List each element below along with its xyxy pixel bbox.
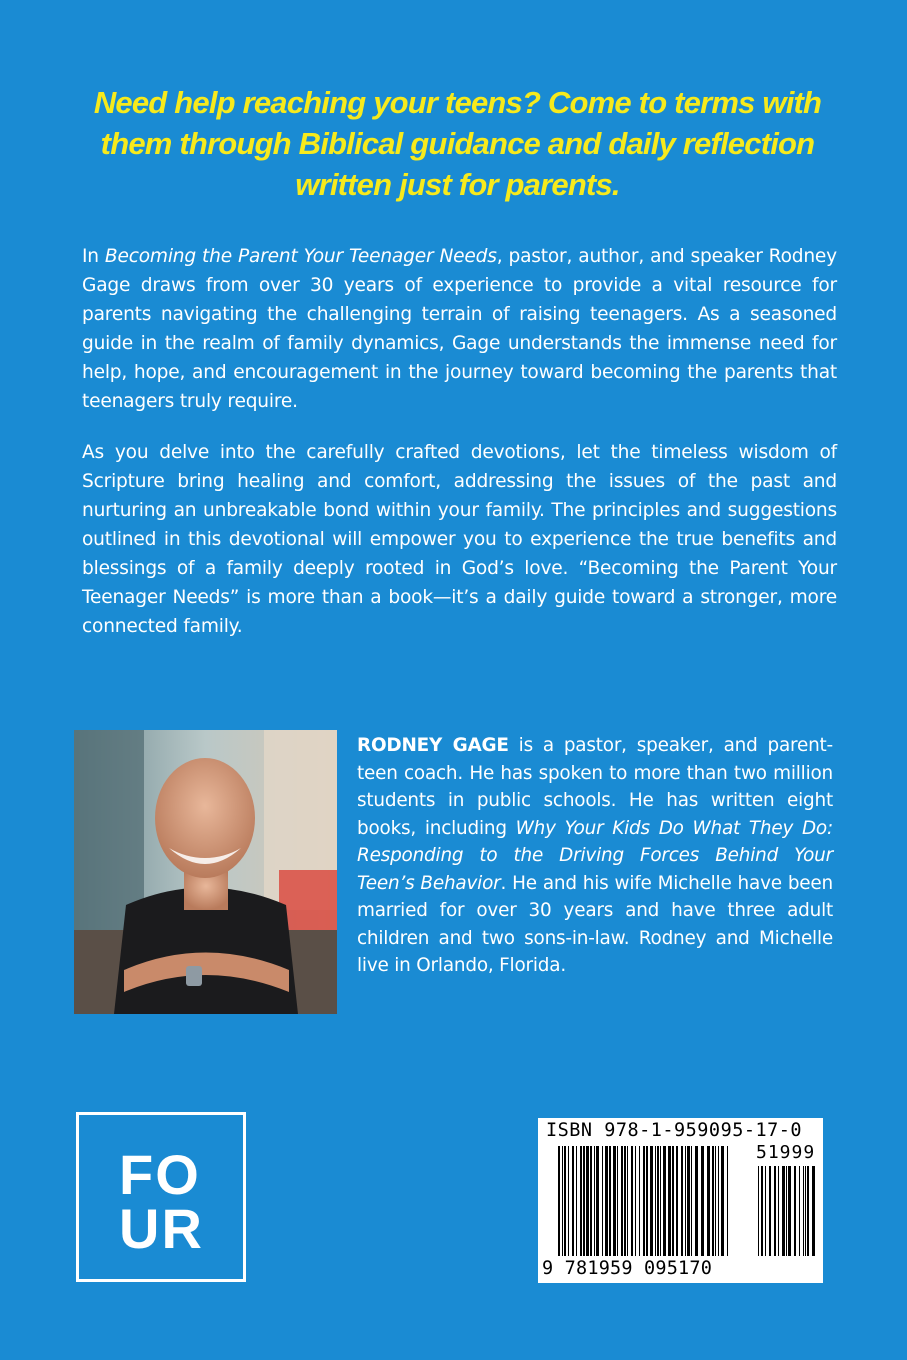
author-photo <box>74 730 337 1014</box>
barcode-bar <box>727 1146 728 1256</box>
description-paragraph-1 <box>82 242 837 416</box>
book-title: Becoming the Parent Your Teenager Needs <box>104 246 497 267</box>
barcode-bar <box>609 1146 611 1256</box>
barcode-bar <box>668 1146 671 1256</box>
barcode-bar <box>685 1146 686 1256</box>
barcode-bar <box>564 1146 566 1256</box>
barcode-bar <box>586 1146 589 1256</box>
barcode-bar <box>562 1146 563 1256</box>
barcode-bar <box>758 1166 759 1256</box>
barcode-bar <box>765 1166 766 1256</box>
barcode-bar <box>660 1146 661 1256</box>
barcode-bar <box>621 1146 623 1256</box>
barcode-bar <box>594 1146 595 1256</box>
headline: Need help reaching your teens? Come to terms with them through Biblical guidance and daily reflection written just for parents. <box>93 85 822 202</box>
barcode-bar <box>650 1146 653 1256</box>
barcode-bar <box>774 1166 776 1256</box>
barcode-bar <box>701 1146 704 1256</box>
barcode-bar <box>605 1146 608 1256</box>
barcode-bar <box>672 1146 674 1256</box>
barcode-bar <box>635 1146 636 1256</box>
barcode-bar <box>576 1146 577 1256</box>
barcode-bar <box>568 1146 569 1256</box>
author-name: RODNEY GAGE <box>357 735 509 756</box>
author-bio <box>357 732 833 980</box>
barcode-bar <box>718 1146 719 1256</box>
barcode-bar <box>596 1146 599 1256</box>
description-paragraph-2: As you delve into the carefully crafted devotions, let the timeless wisdom of Scripture bring healing and comfort, addressing the issues of the past and nurturing an unbreakable bond within your family. The principles and suggestions outlined in this devotional will empower you to experience the true benefits and blessings of a family deeply rooted in God’s love. “Becoming the Parent Your Teenager Needs” is more than a book—it’s a daily guide toward a stronger, more connected family. <box>82 442 837 637</box>
barcode-bar <box>663 1146 666 1256</box>
barcode-bar <box>807 1166 809 1256</box>
barcode-bar <box>812 1166 815 1256</box>
barcode-bar <box>639 1146 640 1256</box>
barcode-bar <box>695 1146 698 1256</box>
ean-number: 9 781959 095170 <box>542 1258 713 1279</box>
barcode-bar <box>803 1166 804 1256</box>
barcode-bar <box>707 1146 710 1256</box>
barcode-bar <box>558 1146 560 1256</box>
barcode-bar <box>761 1166 763 1256</box>
barcode-bar <box>627 1146 628 1256</box>
barcode-bar <box>721 1146 724 1256</box>
barcode-bar <box>631 1146 633 1256</box>
author-portrait-icon <box>74 730 337 1014</box>
barcode-bar <box>602 1146 603 1256</box>
barcode-bar <box>786 1166 787 1256</box>
barcode-bar <box>715 1146 716 1256</box>
barcode-bar <box>782 1166 785 1256</box>
barcode-bar <box>624 1146 626 1256</box>
barcode-bar <box>778 1166 779 1256</box>
bio-part-2: . He and his wife Michelle have been married for over 30 years and have three adult children and two sons-in-law. Rodney and Michelle live in Orlando, Florida. <box>357 872 833 976</box>
barcode-bar <box>712 1146 714 1256</box>
other-book-title: Why Your Kids Do What They Do: Responding to the Driving Forces Behind Your Teen’s Behavior <box>357 817 833 894</box>
barcode-bar <box>691 1146 692 1256</box>
barcode-bar <box>572 1146 574 1256</box>
barcode-bar <box>794 1166 796 1256</box>
barcode-bar <box>805 1166 806 1256</box>
barcode <box>538 1118 823 1283</box>
barcode-bar <box>646 1146 648 1256</box>
barcode-bar <box>643 1146 645 1256</box>
barcode-bar <box>676 1146 678 1256</box>
barcode-bar <box>583 1146 585 1256</box>
barcode-bar <box>687 1146 690 1256</box>
logo-line-2: UR <box>119 1197 204 1260</box>
barcode-bar <box>613 1146 616 1256</box>
barcode-bar <box>769 1166 771 1256</box>
barcode-bar <box>799 1166 800 1256</box>
price-code: 51999 <box>756 1142 816 1163</box>
isbn-text: ISBN 978-1-959095-17-0 <box>546 1120 803 1141</box>
barcode-bar <box>590 1146 592 1256</box>
barcode-bar <box>681 1146 683 1256</box>
p1-rest: , pastor, author, and speaker Rodney Gage draws from over 30 years of experience to provide a vital resource for parents navigating the challenging terrain of raising teenagers. As a seasoned guide in the realm of family dynamics, Gage understands the immense need for help, hope, and encouragement in the journey toward becoming the parents that teenagers truly require. <box>82 246 837 412</box>
barcode-bar <box>617 1146 618 1256</box>
publisher-logo <box>76 1112 246 1282</box>
barcode-bar <box>655 1146 656 1256</box>
bio-part-1: is a pastor, speaker, and parent-teen coach. He has spoken to more than two million students in public schools. He has written eight books, including <box>357 735 833 839</box>
barcode-bar <box>788 1166 791 1256</box>
barcode-bar <box>580 1146 582 1256</box>
barcode-bar <box>657 1146 659 1256</box>
logo-line-1: FO <box>119 1143 201 1206</box>
p1-lead: In <box>82 246 105 267</box>
